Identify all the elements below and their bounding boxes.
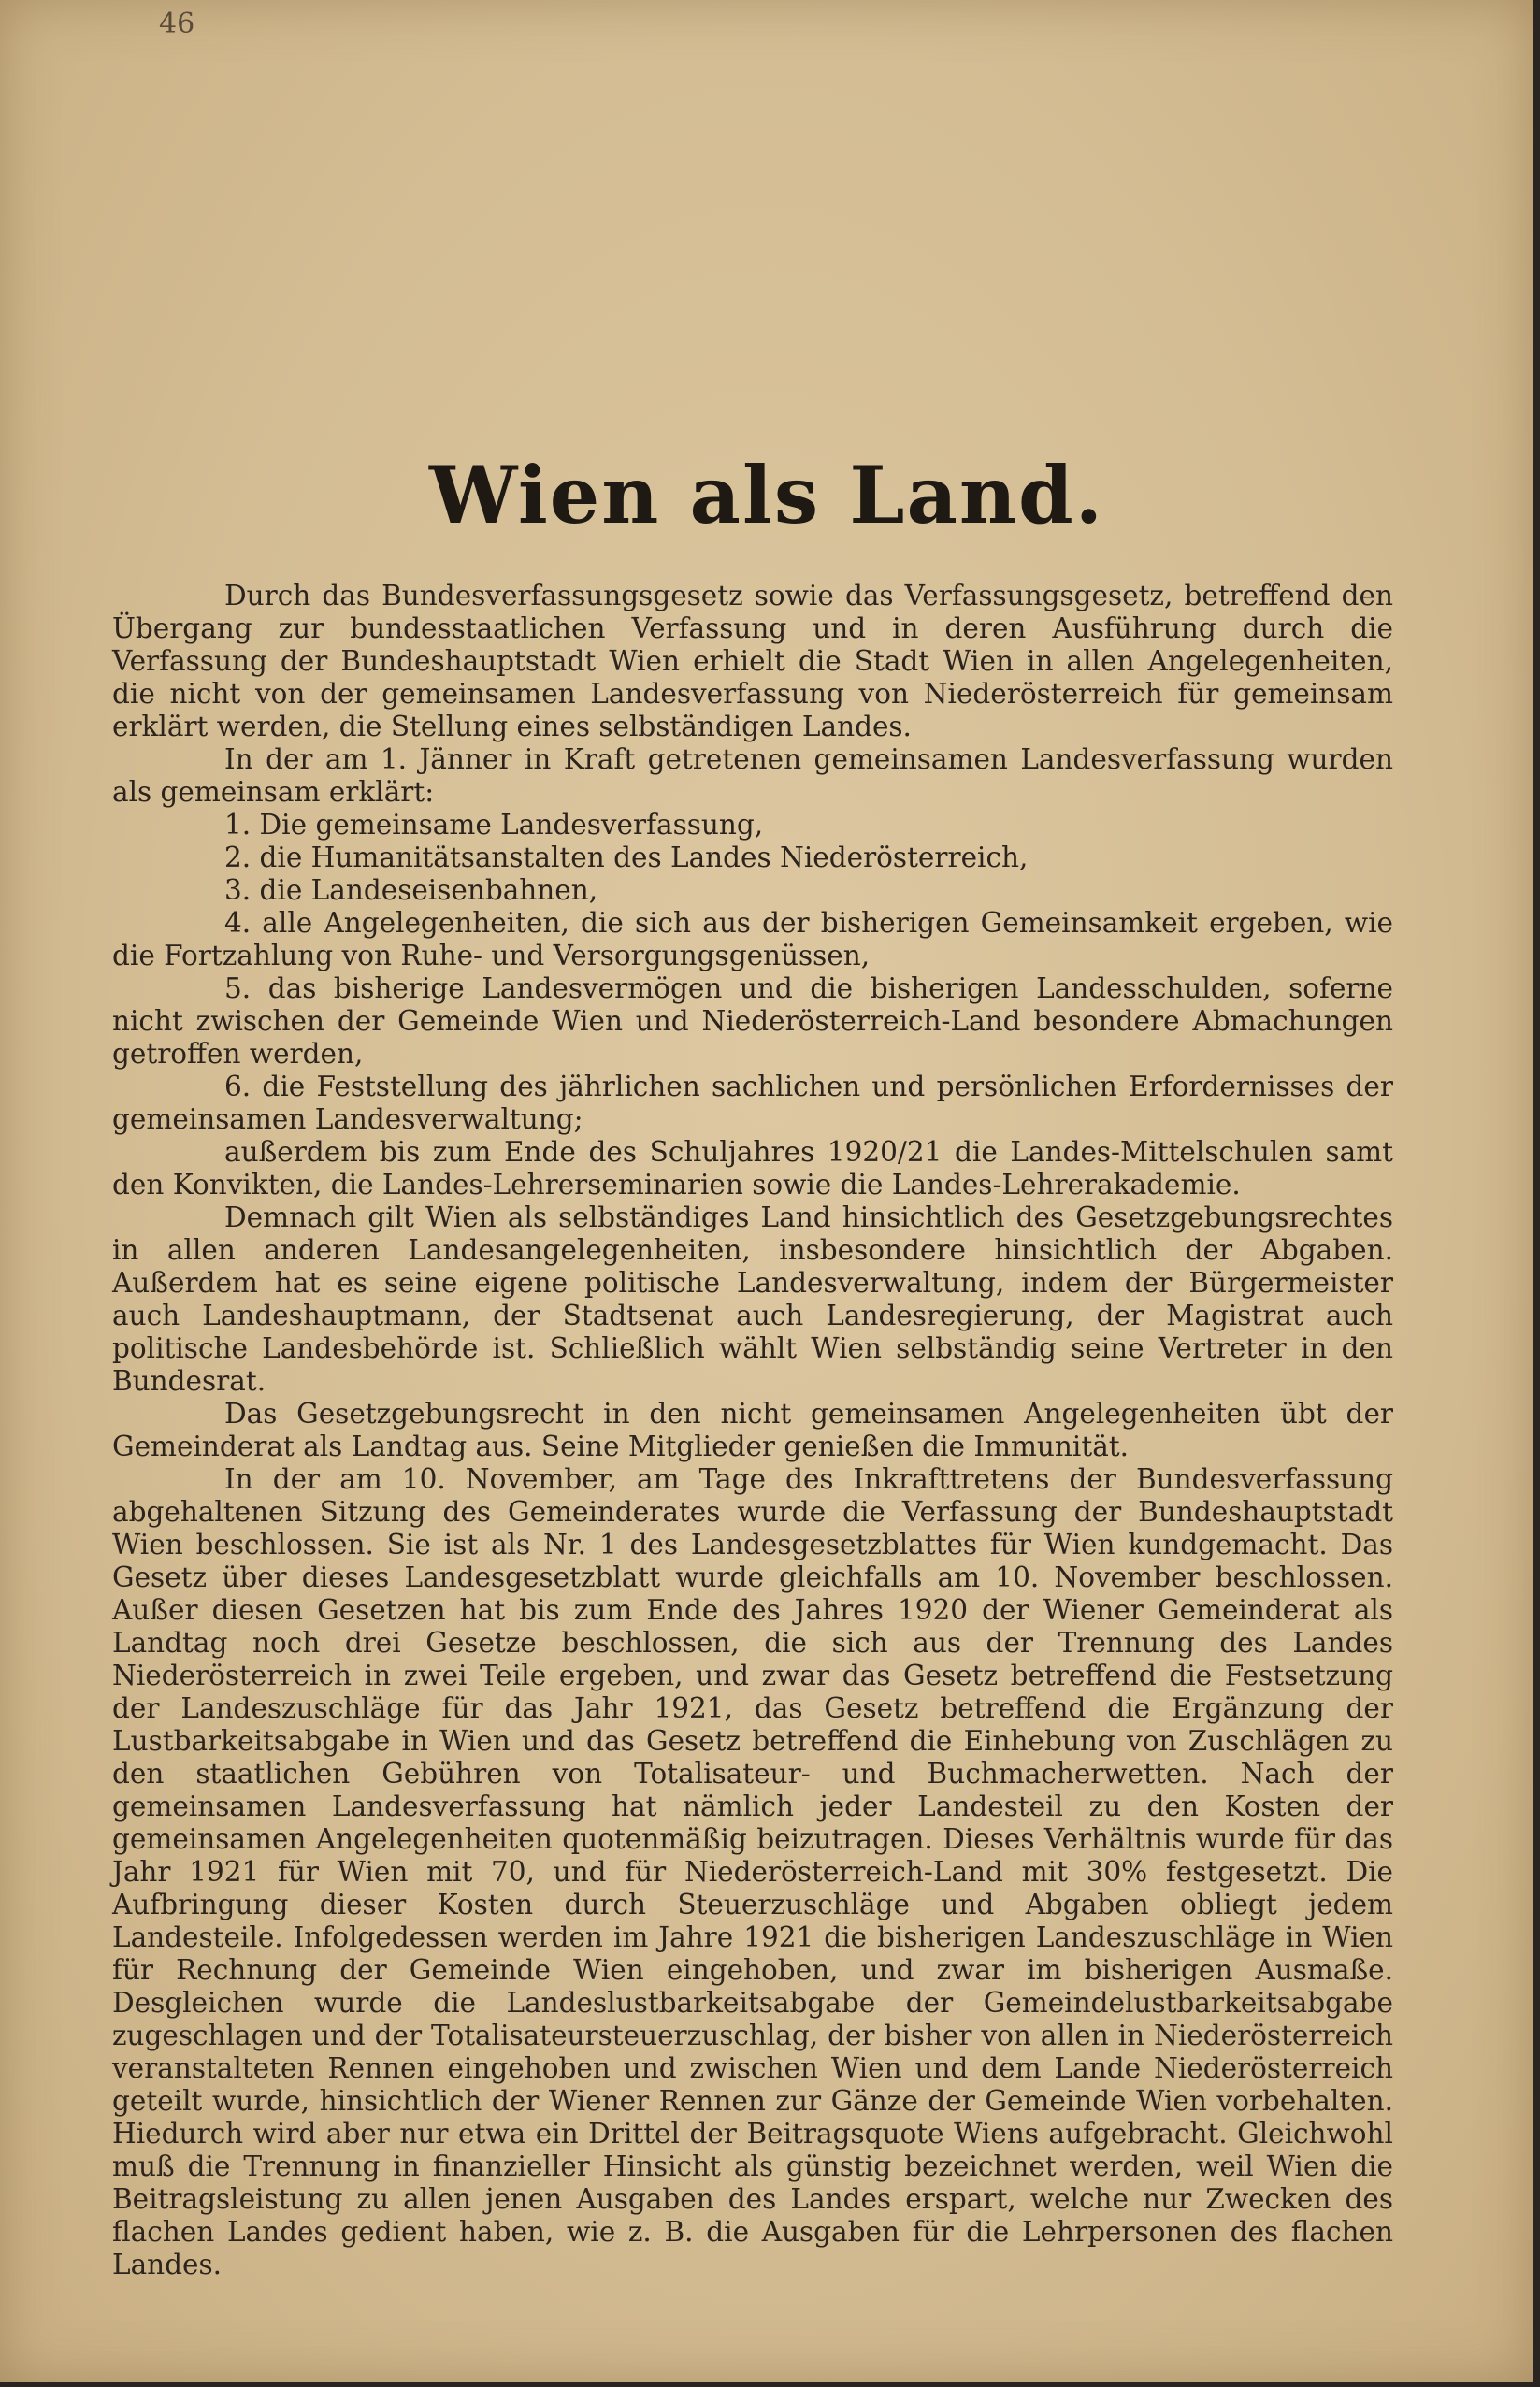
- paragraph: In der am 10. November, am Tage des Inkrafttretens der Bundesverfassung abgehaltenen Sitzung des Gemeinderates wurde die Verfassung der Bundeshauptstadt Wien beschlossen. Sie ist als Nr. 1 des Landesgesetzblattes für Wien kundgemacht. Das Gesetz über dieses Landesgesetzblatt wurde gleichfalls am 10. November beschlossen. Außer diesen Gesetzen hat bis zum Ende des Jahres 1920 der Wiener Gemeinderat als Landtag noch drei Gesetze beschlossen, die sich aus der Trennung des Landes Niederösterreich in zwei Teile ergeben, und zwar das Gesetz betreffend die Festsetzung der Landeszuschläge für das Jahr 1921, das Gesetz betreffend die Ergänzung der Lustbarkeitsabgabe in Wien und das Gesetz betreffend die Einhebung von Zuschlägen zu den staatlichen Gebühren von Totalisateur- und Buchmacherwetten. Nach der gemeinsamen Landesverfassung hat nämlich jeder Landesteil zu den Kosten der gemeinsamen Angelegenheiten quotenmäßig beizutragen. Dieses Verhältnis wurde für das Jahr 1921 für Wien mit 70, und für Niederösterreich-Land mit 30% festgesetzt. Die Aufbringung dieser Kosten durch Steuerzuschläge und Abgaben obliegt jedem Landesteile. Infolgedessen werden im Jahre 1921 die bisherigen Landeszuschläge in Wien für Rechnung der Gemeinde Wien eingehoben, und zwar im bisherigen Ausmaße. Desgleichen wurde die Landeslustbarkeitsabgabe der Gemeindelustbarkeitsabgabe zugeschlagen und der Totalisateursteuerzuschlag, der bisher von allen in Niederösterreich veranstalteten Rennen eingehoben und zwischen Wien und dem Lande Niederösterreich geteilt wurde, hinsichtlich der Wiener Rennen zur Gänze der Gemeinde Wien vorbehalten. Hiedurch wird aber nur etwa ein Drittel der Beitragsquote Wiens aufgebracht. Gleichwohl muß die Trennung in finanzieller Hinsicht als günstig bezeichnet werden, weil Wien die Beitragsleistung zu allen jenen Ausgaben des Landes erspart, welche nur Zwecken des flachen Landes gedient haben, wie z. B. die Ausgaben für die Lehrpersonen des flachen Landes.: [112, 1463, 1393, 2280]
- page-title: Wien als Land.: [429, 449, 1104, 541]
- list-item: 2. die Humanitätsanstalten des Landes Niederösterreich,: [224, 841, 1029, 873]
- paragraph: In der am 1. Jänner in Kraft getretenen gemeinsamen Landesverfassung wurden als gemeinsam erklärt:: [112, 743, 1393, 808]
- list-item: außerdem bis zum Ende des Schuljahres 1920/21 die Landes-Mittelschulen samt den Konvikten, die Landes-Lehrerseminarien sowie die Landes-Lehrerakademie.: [112, 1136, 1393, 1201]
- paragraph: Das Gesetzgebungsrecht in den nicht gemeinsamen Angelegenheiten übt der Gemeinderat als Landtag aus. Seine Mitglieder genießen die Immunität.: [112, 1398, 1393, 1462]
- list-item: 5. das bisherige Landesvermögen und die bisherigen Landesschulden, soferne nicht zwischen der Gemeinde Wien und Niederösterreich-Land besondere Abmachungen getroffen werden,: [112, 972, 1393, 1070]
- page-number: 46: [159, 7, 195, 40]
- paragraph: Durch das Bundesverfassungsgesetz sowie das Verfassungsgesetz, betreffend den Übergang zur bundesstaatlichen Verfassung und in deren Ausführung durch die Verfassung der Bundeshauptstadt Wien erhielt die Stadt Wien in allen Angelegenheiten, die nicht von der gemeinsamen Landesverfassung von Niederösterreich für gemeinsam erklärt werden, die Stellung eines selbständigen Landes.: [112, 580, 1393, 742]
- body-text: [112, 580, 1393, 2281]
- list-item: 4. alle Angelegenheiten, die sich aus der bisherigen Gemeinsamkeit ergeben, wie die Fortzahlung von Ruhe- und Versorgungsgenüssen,: [112, 907, 1393, 971]
- list-item: 1. Die gemeinsame Landesverfassung,: [224, 809, 764, 841]
- paragraph: Demnach gilt Wien als selbständiges Land hinsichtlich des Gesetzgebungsrechtes in allen anderen Landesangelegenheiten, insbesondere hinsichtlich der Abgaben. Außerdem hat es seine eigene politische Landesverwaltung, indem der Bürgermeister auch Landeshauptmann, der Stadtsenat auch Landesregierung, der Magistrat auch politische Landesbehörde ist. Schließlich wählt Wien selbständig seine Vertreter in den Bundesrat.: [112, 1201, 1393, 1397]
- list-item: 6. die Feststellung des jährlichen sachlichen und persönlichen Erfordernisses der gemeinsamen Landesverwaltung;: [112, 1071, 1393, 1135]
- list-item: 3. die Landeseisenbahnen,: [224, 874, 598, 906]
